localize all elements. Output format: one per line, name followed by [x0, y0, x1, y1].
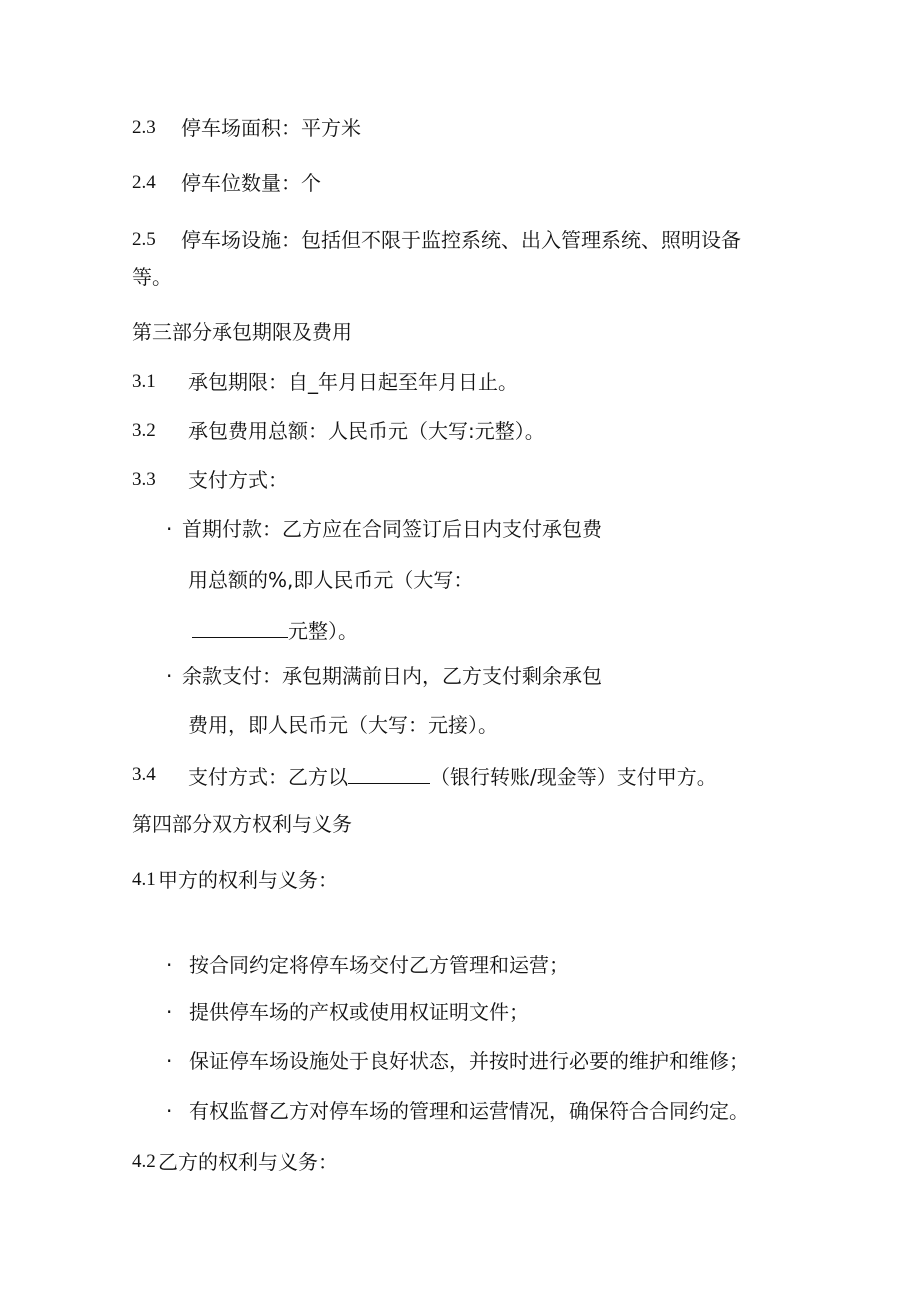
- section-heading: 第三部分承包期限及费用: [132, 320, 352, 344]
- fill-in-blank: [348, 763, 430, 784]
- item-text: 停车位数量：个: [181, 171, 321, 195]
- blank-suffix: 元整）。: [288, 619, 358, 643]
- bullet-text: 有权监督乙方对停车场的管理和运营情况，确保符合合同约定。: [189, 1099, 749, 1123]
- item-text-continued: 等。: [132, 265, 172, 289]
- item-number: 2.4: [132, 172, 156, 193]
- bullet-dot: ·: [166, 1049, 173, 1073]
- item-text: 支付方式：: [188, 468, 288, 492]
- bullet-dot: ·: [166, 1000, 173, 1024]
- item-text: 承包费用总额：人民币元（大写:元整）。: [188, 419, 545, 443]
- bullet-text: 首期付款：乙方应在合同签订后日内支付承包费: [182, 517, 602, 541]
- item-text: 停车场设施：包括但不限于监控系统、出入管理系统、照明设备: [181, 228, 741, 252]
- bullet-dot: ·: [166, 664, 173, 688]
- bullet-text-continued: 用总额的%,即人民币元（大写：: [188, 568, 474, 592]
- text-before-blank: 支付方式：乙方以: [188, 765, 348, 789]
- bullet-text-continued: [192, 617, 358, 643]
- bullet-dot: ·: [166, 953, 173, 977]
- bullet-text: 提供停车场的产权或使用权证明文件；: [189, 1000, 529, 1024]
- item-number: 3.4: [132, 764, 156, 785]
- bullet-text: 余款支付：承包期满前日内，乙方支付剩余承包: [182, 664, 602, 688]
- section-heading: 第四部分双方权利与义务: [132, 812, 352, 836]
- subsection-title: 甲方的权利与义务：: [158, 868, 338, 892]
- text-after-blank: （银行转账/现金等）支付甲方。: [430, 765, 717, 789]
- item-number: 3.1: [132, 371, 156, 392]
- subsection-number: 4.1: [132, 869, 156, 890]
- item-text: 停车场面积：平方米: [181, 116, 361, 140]
- item-number: 3.2: [132, 420, 156, 441]
- fill-in-blank: [192, 617, 288, 638]
- bullet-text-continued: 费用，即人民币元（大写：元接）。: [188, 713, 498, 737]
- item-number: 3.3: [132, 469, 156, 490]
- bullet-text: 保证停车场设施处于良好状态，并按时进行必要的维护和维修；: [189, 1049, 749, 1073]
- bullet-dot: ·: [166, 1099, 173, 1123]
- item-text: [188, 763, 717, 789]
- item-number: 2.3: [132, 117, 156, 138]
- subsection-number: 4.2: [132, 1151, 156, 1172]
- item-text: 承包期限：自_年月日起至年月日止。: [188, 370, 518, 394]
- bullet-text: 按合同约定将停车场交付乙方管理和运营；: [189, 953, 569, 977]
- subsection-title: 乙方的权利与义务：: [158, 1150, 338, 1174]
- bullet-dot: ·: [166, 517, 173, 541]
- item-number: 2.5: [132, 229, 156, 250]
